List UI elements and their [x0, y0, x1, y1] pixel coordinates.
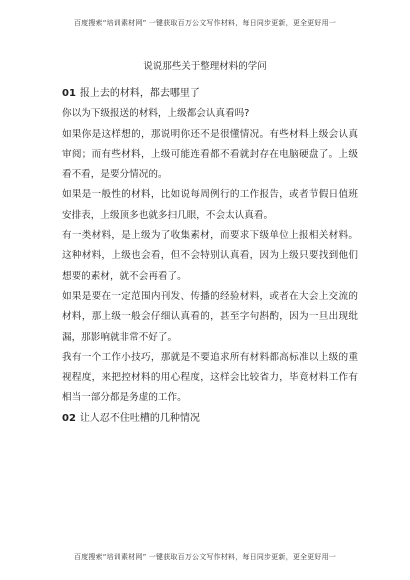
paragraph: 如果你是这样想的，那说明你还不是很懂情况。有些材料上级会认真审阅；而有些材料，上级可能连看都不看就封存在电脑硬盘了。上级看不看，是要分情况的。 [62, 128, 358, 181]
bottom-banner: 百度搜索“培训素材网” 一键获取百万公文写作材料，每日同步更新，更全更好用一 [73, 553, 337, 561]
paragraph: 如果是一般性的材料，比如说每周例行的工作报告，或者节假日值班安排表，上级顶多也就多扫几眼，不会太认真看。 [62, 189, 358, 221]
paragraph: 如果是要在一定范围内刊发、传播的经验材料，或者在大会上交流的材料，那上级一般会仔细认真看的，甚至字句斟酌，因为一旦出现纰漏，那影响就非常不好了。 [62, 290, 358, 343]
section-heading-text: 让人忍不住吐槽的几种情况 [79, 412, 200, 424]
document-title: 说说那些关于整理材料的学问 [143, 61, 267, 72]
top-banner: 百度搜索“培训素材网” 一键获取百万公文写作材料，每日同步更新，更全更好用一 [73, 19, 337, 27]
document-body [62, 84, 358, 429]
section-number: 02 [62, 412, 76, 424]
paragraph: 你以为下级报送的材料，上级都会认真看吗? [62, 108, 250, 120]
section-heading-1 [62, 84, 358, 104]
section-heading-text: 报上去的材料，都去哪里了 [79, 88, 200, 99]
paragraph: 有一类材料，是上级为了收集素材，而要求下级单位上报相关材料。这种材料，上级也会看，但不会特别认真看，因为上级只要找到他们想要的素材，就不会再看了。 [62, 230, 358, 282]
section-heading-2 [62, 409, 358, 429]
section-number: 01 [62, 88, 76, 99]
paragraph: 我有一个工作小技巧，那就是不要追求所有材料都高标准以上级的重视程度，来把控材料的用心程度，这样会比较省力，毕竟材料工作有相当一部分都是务虚的工作。 [62, 351, 358, 404]
